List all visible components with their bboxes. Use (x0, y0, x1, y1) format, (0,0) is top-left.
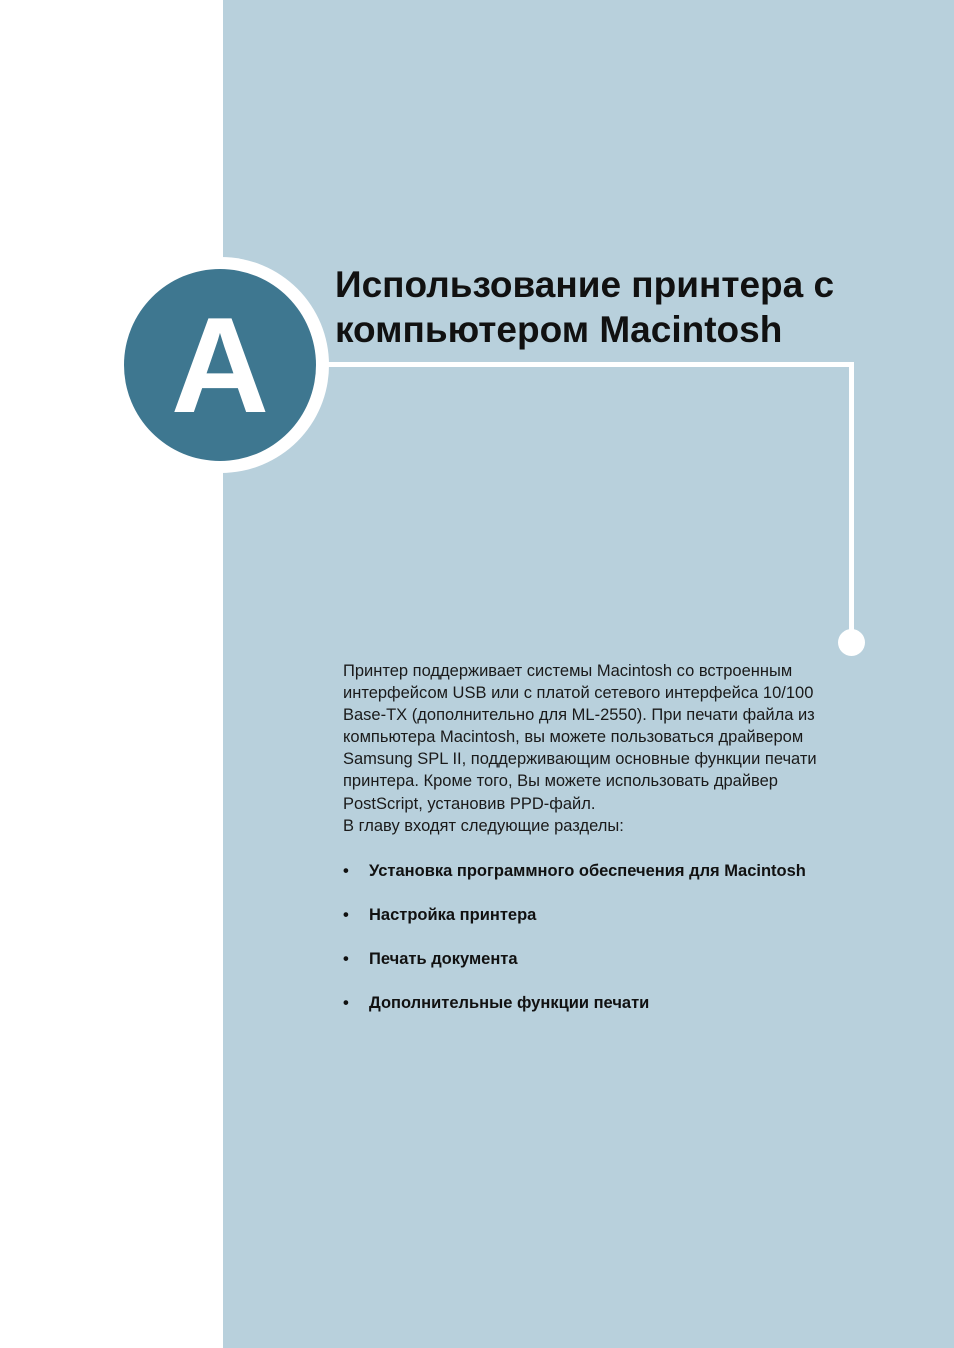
section-link-printing-document[interactable] (343, 948, 903, 992)
bullet-icon: • (343, 862, 349, 880)
intro-line: компьютера Macintosh, вы можете пользоваться драйвером (343, 728, 804, 747)
intro-line: принтера. Кроме того, Вы можете использовать драйвер (343, 772, 778, 791)
intro-line: Samsung SPL II, поддерживающим основные функции печати (343, 750, 817, 769)
chapter-letter-badge: A (124, 269, 316, 461)
intro-line: PostScript, установив PPD-файл. (343, 794, 596, 813)
chapter-title-line: компьютером Macintosh (335, 309, 783, 350)
bullet-icon: • (343, 950, 349, 968)
section-link-printer-setup[interactable] (343, 904, 903, 948)
intro-line: Принтер поддерживает системы Macintosh со встроенным (343, 662, 793, 680)
vertical-connector-rule (849, 362, 854, 640)
bullet-icon: • (343, 994, 349, 1012)
section-label: Печать документа (369, 950, 518, 968)
intro-paragraph (343, 660, 903, 837)
connector-end-dot (838, 629, 865, 656)
section-label: Установка программного обеспечения для Macintosh (369, 862, 806, 880)
section-label: Дополнительные функции печати (369, 994, 650, 1012)
chapter-title (335, 262, 935, 352)
section-link-software-install[interactable] (343, 860, 903, 904)
bullet-icon: • (343, 906, 349, 924)
section-link-advanced-printing[interactable] (343, 992, 903, 1036)
intro-line: В главу входят следующие разделы: (343, 816, 624, 835)
intro-line: Base-TX (дополнительно для ML-2550). При печати файла из (343, 706, 815, 725)
section-label: Настройка принтера (369, 906, 537, 924)
title-underline-rule (318, 362, 854, 367)
intro-line: интерфейсом USB или с платой сетевого интерфейса 10/100 (343, 684, 814, 703)
section-list (343, 860, 903, 1036)
chapter-title-line: Использование принтера с (335, 264, 835, 305)
